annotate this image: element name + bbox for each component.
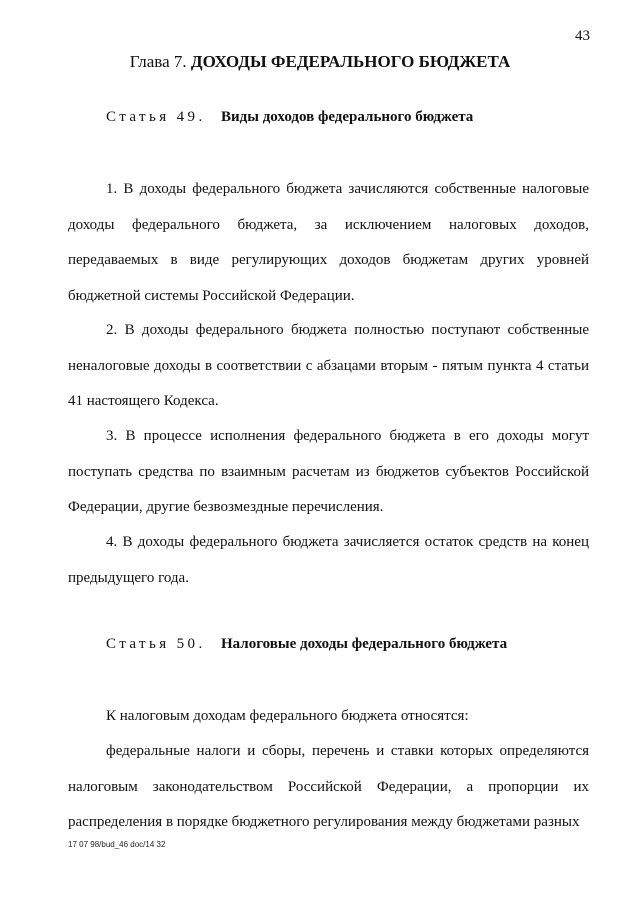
chapter-title: [0, 52, 640, 72]
article-49-paragraph-2: 2. В доходы федерального бюджета полностью поступают собственные неналоговые доходы в соответствии с абзацами вторым - пятым пункта 4 статьи 41 настоящего Кодекса.: [68, 322, 589, 409]
article-49-label: Статья 49.: [106, 109, 206, 125]
footer-file-code: 17 07 98/bud_46 doc/14 32: [68, 840, 166, 849]
article-50-title: Налоговые доходы федерального бюджета: [221, 636, 508, 652]
article-49-paragraph-4: 4. В доходы федерального бюджета зачисляется остаток средств на конец предыдущего года.: [68, 534, 589, 586]
article-50-heading: [106, 636, 508, 653]
article-50-paragraph-1: К налоговым доходам федерального бюджета относятся:: [106, 708, 469, 724]
page-number: 43: [575, 28, 590, 44]
chapter-name: ДОХОДЫ ФЕДЕРАЛЬНОГО БЮДЖЕТА: [190, 52, 511, 71]
article-49-heading: [106, 109, 474, 126]
article-49-paragraph-3: 3. В процессе исполнения федерального бюджета в его доходы могут поступать средства по взаимным расчетам из бюджетов субъектов Российской Федерации, другие безвозмездные перечисления.: [68, 428, 589, 515]
article-49-paragraph-1: 1. В доходы федерального бюджета зачисляются собственные налоговые доходы федерального бюджета, за исключением налоговых доходов, передаваемых в виде регулирующих доходов бюджетам других уровней бюджетной системы Российской Федерации.: [68, 181, 589, 304]
chapter-prefix: Глава 7.: [129, 52, 187, 71]
article-50-paragraph-2: федеральные налоги и сборы, перечень и ставки которых определяются налоговым законодательством Российской Федерации, а пропорции их распределения в порядке бюджетного регулирования между бюджетами разных: [68, 743, 589, 830]
article-50-label: Статья 50.: [106, 636, 206, 652]
article-49-title: Виды доходов федерального бюджета: [221, 109, 474, 125]
